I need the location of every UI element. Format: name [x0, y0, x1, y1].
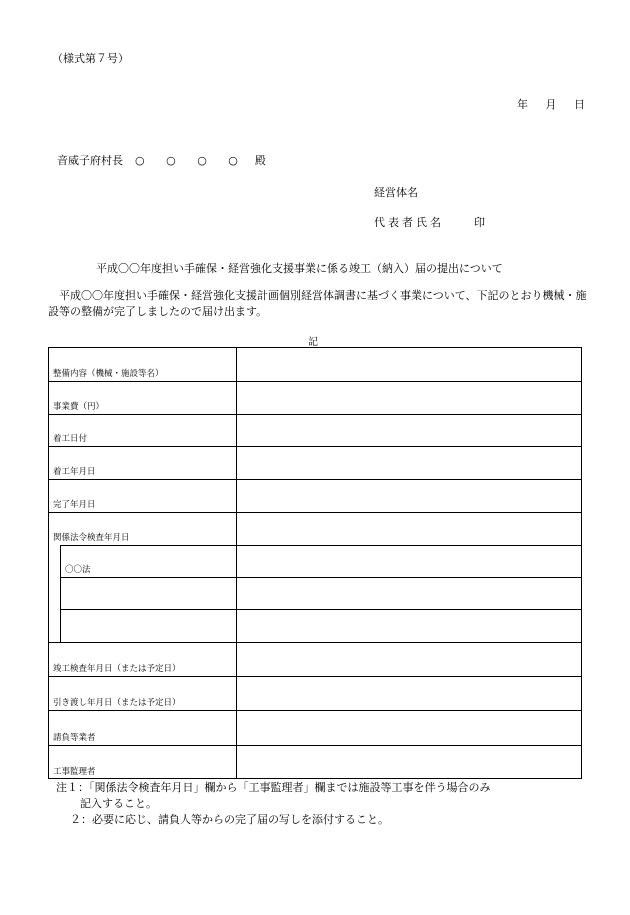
addressee-name-placeholder: ○ ○ ○ ○: [135, 154, 247, 167]
notes: [56, 780, 491, 828]
row-label-completion-date: 完了年月日: [53, 500, 96, 510]
row-label-final-inspection: 竣工検査年月日（または予定日）: [53, 664, 181, 674]
row-line: [49, 381, 581, 382]
details-table: [48, 347, 582, 779]
date-month: 月: [545, 98, 557, 111]
column-divider: [236, 348, 237, 779]
row-line: [49, 414, 581, 415]
note-1: 注１：「関係法令検査年月日」欄から「工事監理者」欄までは施設等工事を伴う場合のみ: [56, 781, 491, 794]
row-line: [49, 710, 581, 711]
representative-line: [374, 214, 485, 230]
row-line: [60, 577, 581, 578]
subrow-indent-divider: [60, 545, 61, 642]
addressee: [57, 152, 266, 168]
row-label-start-date: 着工年月日: [53, 467, 96, 477]
row-label-law: 〇〇法: [65, 565, 91, 575]
row-label-start-date-a: 着工日付: [53, 434, 88, 444]
row-line: [60, 609, 581, 610]
addressee-honorific: 殿: [254, 154, 266, 167]
row-label-cost: 事業費（円）: [53, 402, 105, 412]
date-day: 日: [574, 98, 585, 111]
row-line: [60, 545, 581, 546]
addressee-title: 音威子府村長: [57, 154, 123, 167]
form-number: （様式第７号）: [52, 52, 129, 65]
ki-heading: 記: [308, 337, 318, 348]
row-line: [49, 512, 581, 513]
row-line: [49, 479, 581, 480]
row-label-handover: 引き渡し年月日（または予定日）: [53, 698, 181, 708]
seal-mark: 印: [474, 216, 485, 229]
document-subject: 平成〇〇年度担い手確保・経営強化支援事業に係る竣工（納入）届の提出について: [96, 262, 503, 275]
note-2: ２：必要に応じ、請負人等からの完了届の写しを添付すること。: [70, 813, 389, 826]
row-label-inspection-date: 関係法令検査年月日: [53, 533, 130, 543]
note-1-cont: 記入すること。: [80, 797, 157, 810]
row-line: [49, 745, 581, 746]
body-paragraph: 平成〇〇年度担い手確保・経営強化支援計画個別経営体調書に基づく事業について、下記のとおり機械・施設等の整備が完了しましたので届け出ます。: [48, 289, 587, 318]
row-line: [49, 676, 581, 677]
date-line: [517, 96, 599, 112]
row-line: [49, 446, 581, 447]
date-year: 年: [517, 98, 528, 111]
representative-label: 代表者氏名: [374, 216, 444, 229]
entity-name-label: 経営体名: [374, 186, 418, 199]
row-label-contractor: 請負等業者: [53, 733, 96, 743]
row-label-equipment: 整備内容（機械・施設等名）: [53, 369, 164, 379]
row-label-supervisor: 工事監理者: [53, 767, 96, 777]
row-line: [49, 642, 581, 643]
